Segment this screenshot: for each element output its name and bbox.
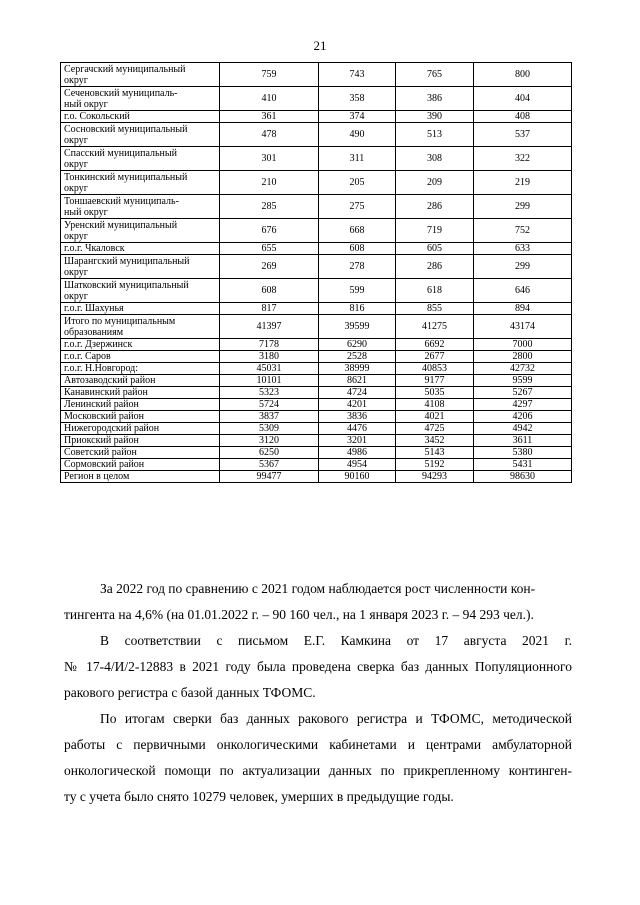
district-name-line: Уренский муниципальный: [64, 219, 178, 231]
value-cell: 361: [220, 111, 319, 123]
table-row: [61, 87, 572, 111]
value-cell: 6692: [396, 339, 474, 351]
value-cell: 743: [319, 63, 396, 87]
value-cell: 752: [474, 219, 572, 243]
table-row: [61, 411, 572, 423]
value-cell: 358: [319, 87, 396, 111]
district-name-line: округ: [64, 290, 88, 302]
value-cell: 759: [220, 63, 319, 87]
value-cell: 5035: [396, 387, 474, 399]
value-cell: 4954: [319, 459, 396, 471]
value-cell: 4206: [474, 411, 572, 423]
district-name-cell: [61, 435, 220, 447]
value-cell: 5323: [220, 387, 319, 399]
district-name-line: г.о.г. Н.Новгород:: [64, 363, 139, 374]
value-cell: 3837: [220, 411, 319, 423]
district-name-line: округ: [64, 266, 88, 278]
district-name-line: Автозаводский район: [64, 375, 156, 386]
paragraph-line: По итогам сверки баз данных ракового регистра и ТФОМС, методической: [100, 711, 572, 726]
value-cell: 390: [396, 111, 474, 123]
value-cell: 39599: [319, 315, 396, 339]
district-name-cell: [61, 471, 220, 483]
table-row: [61, 351, 572, 363]
value-cell: 3611: [474, 435, 572, 447]
table-row: [61, 195, 572, 219]
value-cell: 301: [220, 147, 319, 171]
value-cell: 4108: [396, 399, 474, 411]
value-cell: 5367: [220, 459, 319, 471]
value-cell: 42732: [474, 363, 572, 375]
value-cell: 608: [319, 243, 396, 255]
value-cell: 5309: [220, 423, 319, 435]
value-cell: 94293: [396, 471, 474, 483]
population-table: [60, 62, 572, 483]
district-name-line: Сормовский район: [64, 459, 145, 470]
district-name-line: Канавинский район: [64, 387, 148, 398]
district-name-cell: [61, 315, 220, 339]
table-row: [61, 303, 572, 315]
district-name-line: образованиям: [64, 326, 124, 338]
value-cell: 765: [396, 63, 474, 87]
value-cell: 308: [396, 147, 474, 171]
value-cell: 41275: [396, 315, 474, 339]
value-cell: 286: [396, 195, 474, 219]
paragraph-line: В соответствии с письмом Е.Г. Камкина от 17 августа 2021 г.: [100, 633, 572, 648]
value-cell: 386: [396, 87, 474, 111]
value-cell: 605: [396, 243, 474, 255]
district-name-cell: [61, 255, 220, 279]
district-name-line: Тоншаевский муниципаль-: [64, 195, 179, 207]
value-cell: 3201: [319, 435, 396, 447]
value-cell: 4297: [474, 399, 572, 411]
table-row: [61, 375, 572, 387]
value-cell: 4201: [319, 399, 396, 411]
district-name-line: г.о.г. Шахунья: [64, 303, 124, 314]
district-name-cell: [61, 123, 220, 147]
table-row: [61, 423, 572, 435]
value-cell: 41397: [220, 315, 319, 339]
table-row: [61, 399, 572, 411]
district-name-line: Регион в целом: [64, 471, 130, 482]
district-name-line: Спасский муниципальный: [64, 147, 177, 159]
value-cell: 668: [319, 219, 396, 243]
district-name-cell: [61, 447, 220, 459]
district-name-cell: [61, 279, 220, 303]
district-name-line: округ: [64, 158, 88, 170]
table-row: [61, 363, 572, 375]
table-row: [61, 255, 572, 279]
district-name-line: ный округ: [64, 206, 108, 218]
value-cell: 633: [474, 243, 572, 255]
value-cell: 285: [220, 195, 319, 219]
value-cell: 3452: [396, 435, 474, 447]
value-cell: 205: [319, 171, 396, 195]
district-name-cell: [61, 375, 220, 387]
value-cell: 404: [474, 87, 572, 111]
value-cell: 800: [474, 63, 572, 87]
value-cell: 4021: [396, 411, 474, 423]
district-name-line: г.о. Сокольский: [64, 111, 130, 122]
value-cell: 2800: [474, 351, 572, 363]
value-cell: 99477: [220, 471, 319, 483]
table-row: [61, 219, 572, 243]
value-cell: 40853: [396, 363, 474, 375]
value-cell: 816: [319, 303, 396, 315]
paragraph-line: ту с учета было снято 10279 человек, умерших в предыдущие годы.: [64, 789, 454, 804]
value-cell: 10101: [220, 375, 319, 387]
value-cell: 618: [396, 279, 474, 303]
value-cell: 278: [319, 255, 396, 279]
paragraph-line: ракового регистра с базой данных ТФОМС.: [64, 685, 316, 700]
value-cell: 719: [396, 219, 474, 243]
table-row: [61, 459, 572, 471]
district-name-line: округ: [64, 74, 88, 86]
district-name-cell: [61, 111, 220, 123]
paragraph-line: тингента на 4,6% (на 01.01.2022 г. – 90 160 чел., на 1 января 2023 г. – 94 293 чел.).: [64, 607, 534, 622]
district-name-cell: [61, 399, 220, 411]
value-cell: 45031: [220, 363, 319, 375]
value-cell: 9177: [396, 375, 474, 387]
district-name-line: г.о.г. Чкаловск: [64, 243, 125, 254]
district-name-line: г.о.г. Саров: [64, 351, 111, 362]
district-name-cell: [61, 63, 220, 87]
district-name-line: Приокский район: [64, 435, 139, 446]
value-cell: 311: [319, 147, 396, 171]
district-name-line: округ: [64, 182, 88, 194]
value-cell: 210: [220, 171, 319, 195]
value-cell: 7178: [220, 339, 319, 351]
value-cell: 4724: [319, 387, 396, 399]
paragraph-reconciliation: [64, 628, 572, 706]
value-cell: 655: [220, 243, 319, 255]
district-name-cell: [61, 351, 220, 363]
page-number: 21: [313, 38, 327, 53]
district-name-cell: [61, 387, 220, 399]
paragraph-results: [64, 706, 572, 810]
paragraph-growth: [64, 576, 572, 628]
district-name-cell: [61, 195, 220, 219]
paragraph-line: работы с первичными онкологическими кабинетами и центрами амбулаторной: [64, 737, 572, 752]
value-cell: 5192: [396, 459, 474, 471]
table-row: [61, 111, 572, 123]
value-cell: 209: [396, 171, 474, 195]
table-row: [61, 447, 572, 459]
table-row: [61, 435, 572, 447]
table-row: [61, 147, 572, 171]
value-cell: 38999: [319, 363, 396, 375]
district-name-line: Шарангский муниципальный: [64, 255, 190, 267]
district-name-line: Итого по муниципальным: [64, 315, 176, 327]
value-cell: 6290: [319, 339, 396, 351]
district-name-cell: [61, 243, 220, 255]
district-name-line: Нижегородский район: [64, 423, 160, 434]
value-cell: 7000: [474, 339, 572, 351]
district-name-cell: [61, 87, 220, 111]
table-row: [61, 387, 572, 399]
district-name-line: Тонкинский муниципальный: [64, 171, 188, 183]
value-cell: 8621: [319, 375, 396, 387]
district-name-line: Сеченовский муниципаль-: [64, 87, 178, 99]
district-name-cell: [61, 363, 220, 375]
value-cell: 6250: [220, 447, 319, 459]
district-name-cell: [61, 171, 220, 195]
value-cell: 275: [319, 195, 396, 219]
district-name-cell: [61, 303, 220, 315]
table-row: [61, 339, 572, 351]
value-cell: 5380: [474, 447, 572, 459]
value-cell: 3180: [220, 351, 319, 363]
value-cell: 599: [319, 279, 396, 303]
value-cell: 894: [474, 303, 572, 315]
district-name-line: г.о.г. Дзержинск: [64, 339, 133, 350]
value-cell: 90160: [319, 471, 396, 483]
district-name-cell: [61, 423, 220, 435]
district-name-line: Шатковский муниципальный: [64, 279, 189, 291]
district-name-cell: [61, 411, 220, 423]
value-cell: 408: [474, 111, 572, 123]
district-name-line: Сергачский муниципальный: [64, 63, 186, 75]
table-row: [61, 279, 572, 303]
value-cell: 2528: [319, 351, 396, 363]
value-cell: 286: [396, 255, 474, 279]
paragraph-line: онкологической помощи по актуализации данных по прикрепленному континген-: [64, 763, 572, 778]
district-name-line: ный округ: [64, 98, 108, 110]
district-name-line: округ: [64, 134, 88, 146]
table-row: [61, 471, 572, 483]
value-cell: 855: [396, 303, 474, 315]
table-row: [61, 243, 572, 255]
table-row: [61, 63, 572, 87]
paragraph-line: За 2022 год по сравнению с 2021 годом наблюдается рост численности кон-: [100, 581, 536, 596]
district-name-cell: [61, 147, 220, 171]
district-name-line: Московский район: [64, 411, 144, 422]
value-cell: 490: [319, 123, 396, 147]
value-cell: 43174: [474, 315, 572, 339]
value-cell: 322: [474, 147, 572, 171]
value-cell: 4942: [474, 423, 572, 435]
value-cell: 299: [474, 255, 572, 279]
value-cell: 5267: [474, 387, 572, 399]
value-cell: 817: [220, 303, 319, 315]
value-cell: 608: [220, 279, 319, 303]
value-cell: 3120: [220, 435, 319, 447]
value-cell: 537: [474, 123, 572, 147]
district-name-cell: [61, 219, 220, 243]
value-cell: 2677: [396, 351, 474, 363]
paragraph-line: № 17-4/И/2-12883 в 2021 году была проведена сверка баз данных Популяционного: [64, 659, 572, 674]
value-cell: 269: [220, 255, 319, 279]
value-cell: 299: [474, 195, 572, 219]
value-cell: 4986: [319, 447, 396, 459]
value-cell: 374: [319, 111, 396, 123]
value-cell: 3836: [319, 411, 396, 423]
value-cell: 410: [220, 87, 319, 111]
table-row: [61, 315, 572, 339]
value-cell: 676: [220, 219, 319, 243]
value-cell: 4725: [396, 423, 474, 435]
value-cell: 98630: [474, 471, 572, 483]
value-cell: 5724: [220, 399, 319, 411]
value-cell: 513: [396, 123, 474, 147]
value-cell: 4476: [319, 423, 396, 435]
table-row: [61, 171, 572, 195]
district-name-cell: [61, 339, 220, 351]
table-row: [61, 123, 572, 147]
district-name-cell: [61, 459, 220, 471]
district-name-line: Советский район: [64, 447, 137, 458]
value-cell: 646: [474, 279, 572, 303]
value-cell: 478: [220, 123, 319, 147]
value-cell: 5143: [396, 447, 474, 459]
value-cell: 9599: [474, 375, 572, 387]
district-name-line: Сосновский муниципальный: [64, 123, 188, 135]
district-name-line: Ленинский район: [64, 399, 139, 410]
value-cell: 219: [474, 171, 572, 195]
district-name-line: округ: [64, 230, 88, 242]
value-cell: 5431: [474, 459, 572, 471]
